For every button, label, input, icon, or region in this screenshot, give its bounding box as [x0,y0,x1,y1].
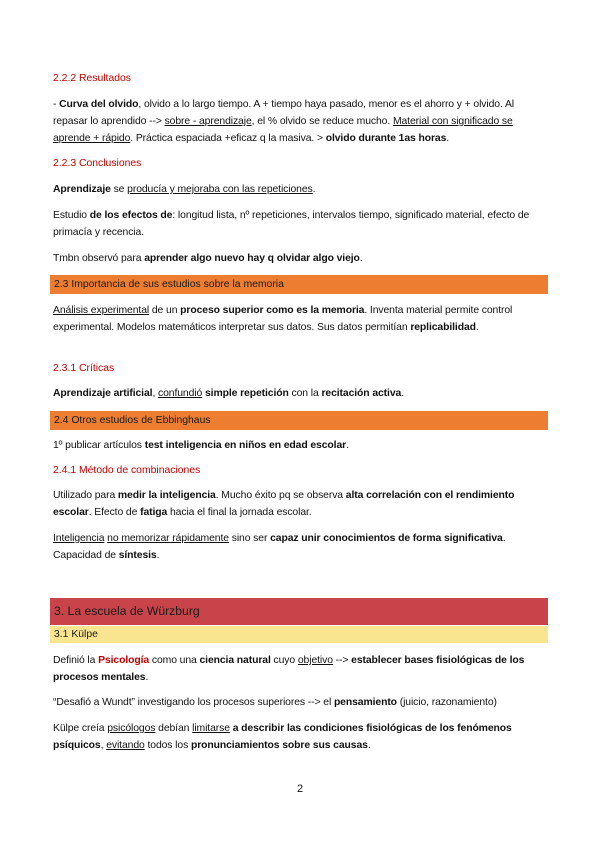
section-bar-3-1: 3.1 Külpe [50,626,548,643]
text: sino ser [228,533,271,544]
text: . Inventa material permite control experimental. Modelos matemáticos interpretar sus datos. Sus datos permitían [53,305,513,333]
text: . [156,550,160,561]
bold-simple-repeticion: simple repetición [204,388,289,399]
bold-olvido-horas: olvido durante 1as horas [325,133,447,144]
text: hacia el final la jornada escolar. [167,507,312,518]
paragraph-otros-estudios [53,437,549,454]
paragraph-kulpe-3 [53,720,549,754]
bold-describir-condiciones: a describir las condiciones fisiológicas de los fenómenos psíquicos [53,723,512,751]
underline-evitando: evitando [106,740,145,751]
page-number: 2 [296,783,304,795]
text: . [359,253,363,264]
text: . [475,322,479,333]
text: - [53,99,60,110]
text: --> [332,655,352,666]
underline-sobre-aprendizaje: sobre - aprendizaje [164,116,252,127]
text: Külpe creía [53,723,108,734]
text: (juicio, razonamiento) [396,697,497,708]
bold-proceso-superior: proceso superior como es la memoria [180,305,365,316]
text: debían [155,723,193,734]
text: . [367,740,371,751]
heading-2-3-1: 2.3.1 Críticas [53,363,115,374]
text: , [152,388,159,399]
bold-aprender-olvidar: aprender algo nuevo hay q olvidar algo viejo [144,253,360,264]
text: todos los [144,740,191,751]
section-bar-2-4: 2.4 Otros estudios de Ebbinghaus [50,411,548,430]
text: se [110,184,128,195]
text: de un [149,305,181,316]
underline-confundio: confundió [158,388,203,399]
underline-analisis: Análisis experimental [53,305,150,316]
bold-ciencia-natural: ciencia natural [199,655,271,666]
paragraph-conclusiones-3 [53,250,549,267]
bold-establecer-bases: establecer bases fisiológicas de los procesos mentales [53,655,525,683]
bold-fatiga: fatiga [140,507,168,518]
text: . [446,133,450,144]
underline-limitarse: limitarse [192,723,230,734]
bold-efectos: de los efectos de [89,210,173,221]
bold-medir-inteligencia: medir la inteligencia [117,490,216,501]
underline-psicologos: psicólogos [107,723,156,734]
bold-aprendizaje-artificial: Aprendizaje artificial [53,388,153,399]
heading-2-4-1: 2.4.1 Método de combinaciones [53,465,201,476]
text: , olvido a lo largo tiempo. A + tiempo haya pasado, menor es el ahorro y + olvido. Al repasar lo aprendido --> [53,99,514,127]
section-bar-2-3: 2.3 Importancia de sus estudios sobre la memoria [50,275,548,294]
paragraph-metodo-1 [53,487,549,521]
text: Definió la [53,655,99,666]
text: Utilizado para [53,490,118,501]
text: . Capacidad de [53,533,506,561]
paragraph-kulpe-1 [53,652,549,686]
text: . [401,388,404,399]
text: . Mucho éxito pq se observa [215,490,346,501]
underline-objetivo: objetivo [297,655,333,666]
paragraph-metodo-2 [53,530,549,564]
text: . [145,672,149,683]
text: . [312,184,316,195]
paragraph-conclusiones-1 [53,181,549,198]
text: , el % olvido se reduce mucho. [251,116,393,127]
text: . Efecto de [88,507,141,518]
bold-alta-correlacion: alta correlación con el rendimiento escolar [53,490,515,518]
text: 1º publicar artículos [53,440,145,451]
heading-2-2-3: 2.2.3 Conclusiones [53,158,142,169]
paragraph-criticas [53,385,549,402]
text: como una [149,655,200,666]
bold-replicabilidad: replicabilidad [410,322,476,333]
bold-test-inteligencia: test inteligencia en niños en edad escolar [144,440,347,451]
text: . Práctica espaciada +eficaz q la masiva. > [130,133,326,144]
bold-aprendizaje: Aprendizaje [53,184,111,195]
highlight-psicologia: Psicología [98,655,150,666]
text: Tmbn observó para [53,253,145,264]
bold-pensamiento: pensamiento [333,697,397,708]
text: “Desafió a Wundt” investigando los procesos superiores --> el [53,697,334,708]
underline-producia: producía y mejoraba con las repeticiones [127,184,313,195]
text: con la [288,388,322,399]
text: Estudio [53,210,90,221]
underline-inteligencia: Inteligencia [53,533,105,544]
section-bar-3: 3. La escuela de Würzburg [50,598,548,625]
paragraph-importancia [53,302,549,336]
underline-no-memorizar: no memorizar rápidamente [107,533,229,544]
paragraph-resultados [53,96,549,147]
bold-pronunciamientos: pronunciamientos sobre sus causas [190,740,368,751]
paragraph-kulpe-2 [53,694,549,711]
bold-recitacion-activa: recitación activa [321,388,402,399]
text: , [100,740,107,751]
bold-sintesis: síntesis [118,550,157,561]
heading-2-2-2: 2.2.2 Resultados [53,73,131,84]
bold-curva-olvido: Curva del olvido [59,99,139,110]
paragraph-conclusiones-2 [53,207,549,241]
bold-capaz-unir: capaz unir conocimientos de forma significativa [270,533,503,544]
text: . [346,440,349,451]
text: cuyo [270,655,298,666]
text: : longitud lista, nº repeticiones, intervalos tiempo, significado material, efecto de primacía y recencia. [53,210,530,238]
underline-material-significado: Material con significado se aprende + rápido [53,116,513,144]
